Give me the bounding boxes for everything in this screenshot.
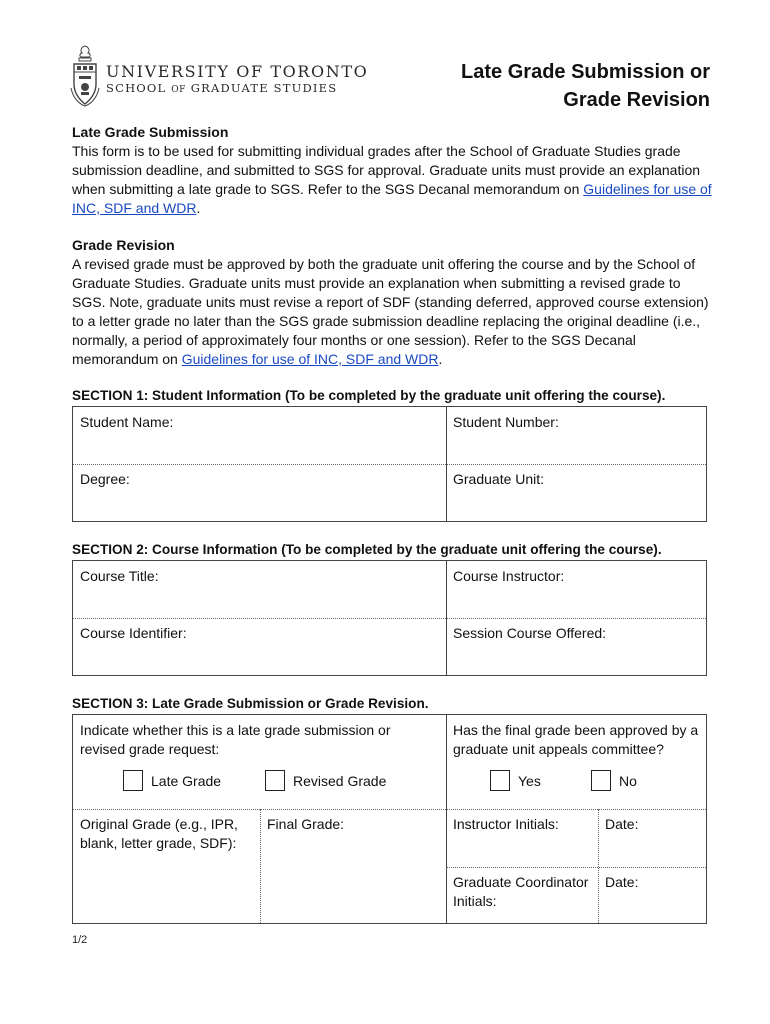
late-grade-checkbox[interactable] (123, 770, 221, 791)
student-number-field[interactable] (446, 407, 706, 464)
request-type-question: Indicate whether this is a late grade submission or revised grade request: (80, 722, 391, 757)
course-identifier-field[interactable] (73, 618, 446, 675)
checkbox-box[interactable] (265, 770, 285, 791)
coordinator-initials-label: Graduate Coordinator Initials: (453, 874, 589, 909)
degree-label: Degree: (80, 471, 130, 487)
university-name: UNIVERSITY OF TORONTO (106, 62, 369, 81)
section1-title: SECTION 1: Student Information (To be completed by the graduate unit offering the course). (72, 388, 666, 403)
course-instructor-field[interactable] (446, 561, 706, 618)
yes-checkbox[interactable] (490, 770, 541, 791)
grade-revision-body: A revised grade must be approved by both the graduate unit offering the course and by the School of Graduate Studies. Graduate units must provide an explanation when submitting a revised grade to SGS. Note, graduate units must revise a report of SDF (standing deferred, approved course extension) to a letter grade no later than the SGS grade submission deadline replacing the original deadline (i.e., normally, a period of approximately four months or one session). Refer to the SGS Decanal memorandum on (72, 256, 709, 367)
grade-revision-text (72, 255, 712, 369)
course-info-table (72, 560, 707, 676)
student-name-field[interactable] (73, 407, 446, 464)
appeals-question: Has the final grade been approved by a graduate unit appeals committee? (453, 722, 699, 757)
session-offered-field[interactable] (446, 618, 706, 675)
no-checkbox[interactable] (591, 770, 637, 791)
university-crest-logo (70, 44, 100, 108)
grade-revision-table (72, 714, 707, 924)
late-grade-text (72, 142, 712, 218)
late-grade-label: Late Grade (151, 772, 222, 789)
checkbox-box[interactable] (490, 770, 510, 791)
coordinator-date-label: Date: (605, 874, 639, 890)
graduate-unit-field[interactable] (446, 464, 706, 521)
coordinator-date-field[interactable] (598, 867, 706, 923)
final-grade-label: Final Grade: (267, 816, 345, 832)
student-number-label: Student Number: (453, 414, 559, 430)
late-grade-end: . (196, 200, 201, 216)
revised-grade-checkbox[interactable] (265, 770, 386, 791)
guidelines-link[interactable]: Guidelines for use of INC, SDF and WDR (72, 181, 712, 216)
checkbox-box[interactable] (123, 770, 143, 791)
section2-title: SECTION 2: Course Information (To be completed by the graduate unit offering the course). (72, 542, 662, 557)
session-offered-label: Session Course Offered: (453, 625, 607, 641)
instructor-date-label: Date: (605, 816, 639, 832)
no-label: No (619, 772, 637, 789)
school-name (106, 81, 337, 95)
course-title-field[interactable] (73, 561, 446, 618)
graduate-unit-label: Graduate Unit: (453, 471, 545, 487)
school-name-pre: SCHOOL (106, 81, 172, 95)
instructor-date-field[interactable] (598, 809, 706, 867)
revised-grade-label: Revised Grade (293, 772, 387, 789)
degree-field[interactable] (73, 464, 446, 521)
instructor-initials-label: Instructor Initials: (453, 816, 559, 832)
course-title-label: Course Title: (80, 568, 159, 584)
instructor-initials-field[interactable] (446, 809, 598, 867)
guidelines-link-2[interactable]: Guidelines for use of INC, SDF and WDR (181, 351, 439, 367)
coordinator-initials-field[interactable] (446, 867, 598, 923)
school-name-post: GRADUATE STUDIES (185, 81, 338, 95)
original-grade-field[interactable] (73, 809, 260, 923)
grade-revision-info (72, 236, 712, 369)
final-grade-field[interactable] (260, 809, 446, 923)
student-name-label: Student Name: (80, 414, 174, 430)
school-name-of: OF (171, 85, 186, 95)
grade-revision-end: . (438, 351, 443, 367)
form-title-line1: Late Grade Submission or (461, 61, 710, 83)
checkbox-box[interactable] (591, 770, 611, 791)
late-grade-info (72, 123, 712, 218)
section3-title: SECTION 3: Late Grade Submission or Grade Revision. (72, 696, 429, 711)
course-instructor-label: Course Instructor: (453, 568, 565, 584)
late-grade-body: This form is to be used for submitting individual grades after the School of Graduate Studies grade submission deadline, and submitted to SGS for approval. Graduate units must provide an explanation when submitting a late grade to SGS. Refer to the SGS Decanal memorandum on (72, 143, 701, 197)
grade-revision-heading: Grade Revision (72, 237, 175, 253)
course-identifier-label: Course Identifier: (80, 625, 187, 641)
original-grade-label: Original Grade (e.g., IPR, blank, letter grade, SDF): (80, 816, 238, 851)
page-number: 1/2 (72, 934, 88, 946)
late-grade-heading: Late Grade Submission (72, 124, 229, 140)
form-title-line2: Grade Revision (563, 89, 710, 111)
student-info-table (72, 406, 707, 522)
form-title (461, 58, 710, 114)
yes-label: Yes (518, 772, 541, 789)
